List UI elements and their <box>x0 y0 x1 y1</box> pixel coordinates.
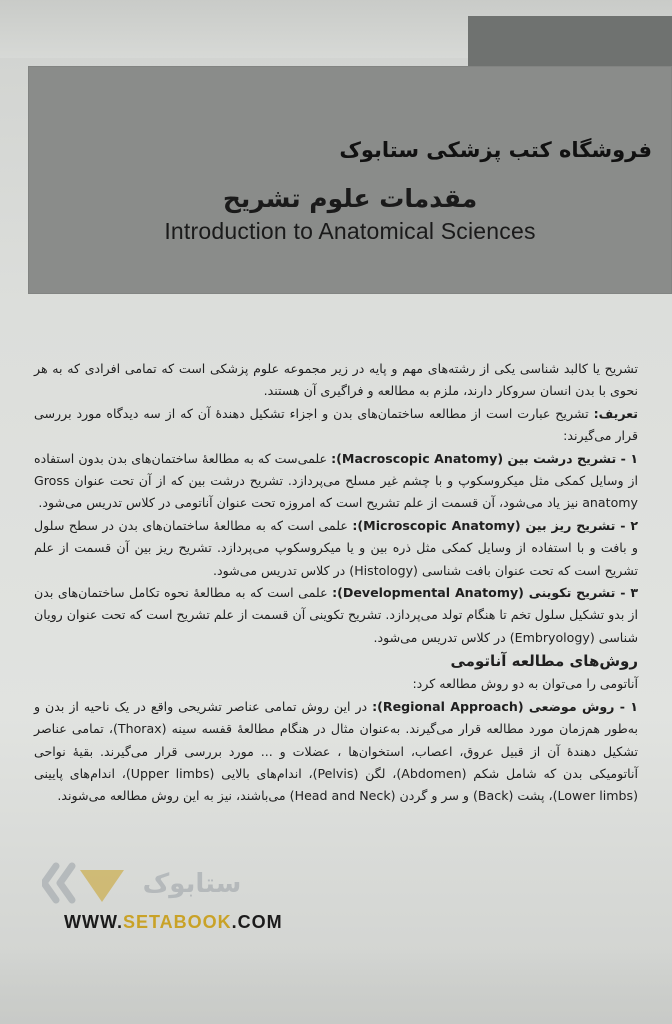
definition-paragraph <box>34 403 638 448</box>
macroscopic-heading: ۱ - تشریح درشت بین (Macroscopic Anatomy): <box>331 450 638 466</box>
section-intro: آناتومی را می‌توان به دو روش مطالعه کرد: <box>412 676 638 692</box>
microscopic-text: علمی است که به مطالعهٔ ساختمان‌های بدن در سطح سلول و بافت و با استفاده از وسایل کمکی مثل ذره بین و یا میکروسکوپ می‌پردازد. تشریح ریز بین آن قسمت از علم تشریح است که تحت عنوان بافت شناسی (Histology) در کلاس تدریس می‌شود. <box>34 517 638 578</box>
chapter-header <box>28 66 672 294</box>
developmental-text: علمی است که به مطالعهٔ نحوه تکامل ساختمان‌های بدن از بدو تشکیل سلول تخم تا هنگام تولد می‌پردازد. تشریح تکوینی آن قسمت از علم تشریح است که تحت عنوان رویان شناسی (Embryology) در کلاس تدریس می‌شود. <box>34 585 638 645</box>
developmental-heading: ۳ - تشریح تکوینی (Developmental Anatomy): <box>332 585 638 601</box>
bottom-margin <box>0 950 672 1024</box>
microscopic-heading: ۲ - تشریح ریز بین (Microscopic Anatomy): <box>352 517 639 533</box>
definition-text: تشریح عبارت است از مطالعه ساختمان‌های بدن و اجزاء تشکیل دهندهٔ آن که از سه دیدگاه مورد بررسی قرار می‌گیرند: <box>34 405 638 444</box>
logo-wordmark: ستابوک <box>142 869 242 899</box>
website-url <box>64 912 283 933</box>
url-brand: SETABOOK <box>122 912 232 932</box>
setabook-logo <box>42 852 282 914</box>
definition-label: تعریف: <box>593 405 638 421</box>
macroscopic-paragraph <box>34 448 638 515</box>
microscopic-paragraph <box>34 515 638 582</box>
url-prefix: WWW. <box>64 912 123 932</box>
url-suffix: .COM <box>231 912 283 932</box>
macroscopic-text: علمی‌ست که به مطالعهٔ ساختمان‌های بدن بدون استفاده از وسایل کمکی مثل میکروسکوپ و با چشم غیر مسلح می‌پردازد. تشریح درشت بین که از آن تحت عنوان Gross anatomy نیز یاد می‌شود، آن قسمت از علم تشریح است که امروزه تحت عنوان آناتومی در کلاس تدریس می‌شود. <box>34 450 638 511</box>
regional-text: در این روش تمامی عناصر تشریحی واقع در یک ناحیه از بدن و به‌طور هم‌زمان مورد مطالعه قرار می‌گیرند. به‌عنوان مثال در هنگام مطالعهٔ قفسه سینه (Thorax)، تمامی عناصر تشکیل دهندهٔ آن از قبیل عروق، اعصاب، استخوان‌ها ، عضلات و ... مورد بررسی قرار می‌گیرند. بقیهٔ نواحی آناتومیکی بدن که شامل شکم (Abdomen)، لگن (Pelvis)، اندام‌های بالایی (Upper limbs)، اندام‌های پایینی (Lower limbs)، پشت (Back) و سر و گردن (Head and Neck) می‌باشند، نیز به این روش مطالعه می‌شوند. <box>34 698 639 804</box>
chapter-title-persian: مقدمات علوم تشریح <box>222 184 478 213</box>
regional-paragraph <box>34 696 638 808</box>
regional-heading: ۱ - روش موضعی (Regional Approach): <box>372 698 638 714</box>
chapter-body <box>34 358 638 808</box>
store-name: فروشگاه کتب پزشکی ستابوک <box>339 138 652 162</box>
developmental-paragraph <box>34 582 638 649</box>
section-heading: روش‌های مطالعه آناتومی <box>450 652 638 671</box>
chapter-title-english: Introduction to Anatomical Sciences <box>164 218 536 244</box>
intro-paragraph: تشریح یا کالبد شناسی یکی از رشته‌های مهم و پایه در زیر مجموعه علوم پزشکی است که تمامی افرادی که به هر نحوی با بدن انسان سروکار دارند، ملزم به مطالعه و فراگیری آن هستند. <box>34 361 638 399</box>
